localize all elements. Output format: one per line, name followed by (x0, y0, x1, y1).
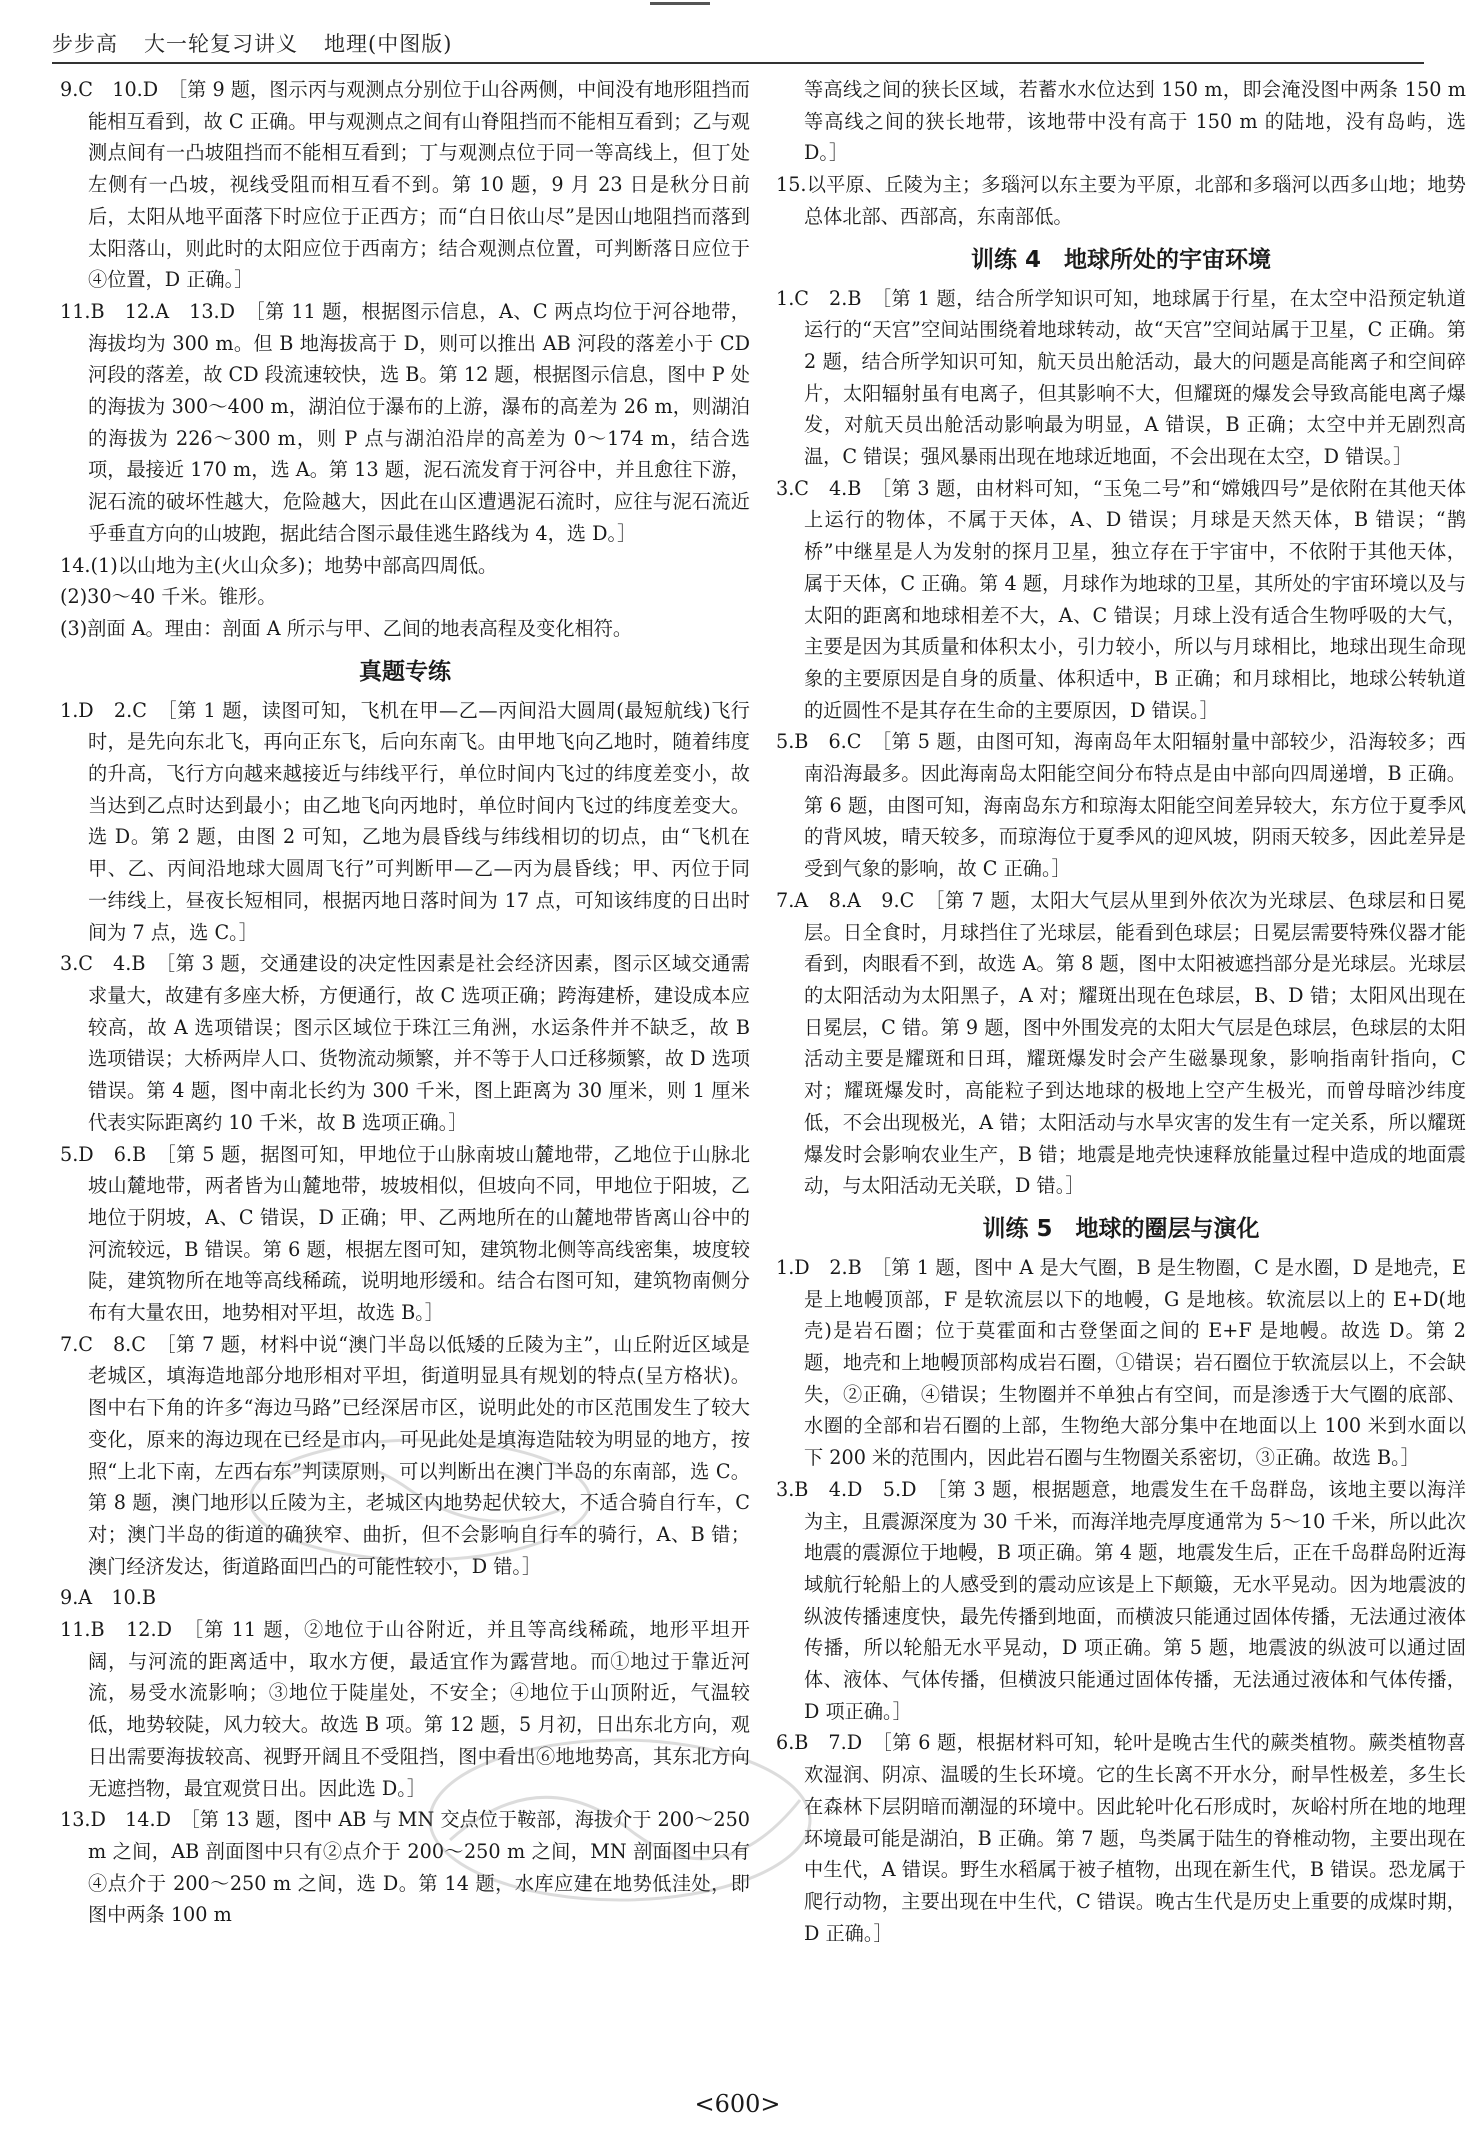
answer-paragraph: 5.B 6.C ［第 5 题，由图可知，海南岛年太阳辐射量中部较少，沿海较多；西南沿海最多。因此海南岛太阳能空间分布特点是由中部向四周递增，B 正确。第 6 题，由图可知，海南岛东方和琼海太阳能空间差异较大，东方位于夏季风的背风坡，晴天较多，而琼海位于夏季风的迎风坡，阴雨天较多，因此差异是受到气象的影响，故 C 正确。］ (776, 730, 1466, 881)
answer-paragraph: 7.A 8.A 9.C ［第 7 题，太阳大气层从里到外依次为光球层、色球层和日冕层。日全食时，月球挡住了光球层，能看到色球层；日冕层需要特殊仪器才能看到，肉眼看不到，故选 A。第 8 题，图中太阳被遮挡部分是光球层。光球层的太阳活动为太阳黑子，A 对；耀斑出现在色球层，B、D 错；太阳风出现在日冕层，C 错。第 9 题，图中外围发亮的太阳大气层是色球层，色球层的太阳活动主要是耀斑和日珥，耀斑爆发时会产生磁暴现象，影响指南针指向，C 对；耀斑爆发时，高能粒子到达地球的极地上空产生极光，而曾母暗沙纬度低，不会出现极光，A 错；太阳活动与水旱灾害的发生有一定关系，所以耀斑爆发时会影响农业生产，B 错；地震是地壳快速释放能量过程中造成的地面震动，与太阳活动无关联，D 错。］ (776, 888, 1466, 1198)
section-title: 真题专练 (359, 658, 451, 685)
answer-paragraph: 9.A 10.B (60, 1586, 156, 1610)
answer-paragraph: (2)30～40 千米。锥形。 (60, 585, 277, 609)
answer-paragraph: 15.以平原、丘陵为主；多瑙河以东主要为平原，北部和多瑙河以西多山地；地势总体北部、西部高，东南部低。 (776, 173, 1466, 228)
right-column (776, 74, 1466, 1949)
page-header (52, 28, 1422, 58)
answer-paragraph: 1.D 2.B ［第 1 题，图中 A 是大气圈，B 是生物圈，C 是水圈，D 是地壳，E 是上地幔顶部，F 是软流层以下的地幔，G 是地核。软流层以上的 E+D(地壳)是岩石圈；位于莫霍面和古登堡面之间的 E+F 是地幔。故选 D。第 2 题，地壳和上地幔顶部构成岩石圈，①错误；岩石圈位于软流层以上，不会缺失，②正确，④错误；生物圈并不单独占有空间，而是渗透于大气圈的底部、水圈的全部和岩石圈的上部，生物绝大部分集中在地面以上 100 米到水面以下 200 米的范围内，因此岩石圈与生物圈关系密切，③正确。故选 B。］ (776, 1255, 1466, 1470)
answer-paragraph: 5.D 6.B ［第 5 题，据图可知，甲地位于山脉南坡山麓地带，乙地位于山脉北坡山麓地带，两者皆为山麓地带，坡坡相似，但坡向不同，甲地位于阳坡，乙地位于阴坡，A、C 错误，D 正确；甲、乙两地所在的山麓地带皆离山谷中的河流较远，B 错误。第 6 题，根据左图可知，建筑物北侧等高线密集，坡度较陡，建筑物所在地等高线稀疏，说明地形缓和。结合右图可知，建筑物南侧分布有大量农田，地势相对平坦，故选 B。］ (60, 1142, 750, 1325)
answer-paragraph: 11.B 12.D ［第 11 题，②地位于山谷附近，并且等高线稀疏，地形平坦开阔，与河流的距离适中，取水方便，最适宜作为露营地。而①地过于靠近河流，易受水流影响；③地位于陡崖处，不安全；④地位于山顶附近，气温较低，地势较陡，风力较大。故选 B 项。第 12 题，5 月初，日出东北方向，观日出需要海拔较高、视野开阔且不受阻挡，图中看出⑥地地势高，其东北方向无遮挡物，最宜观赏日出。因此选 D。］ (60, 1618, 750, 1800)
answer-paragraph: 1.C 2.B ［第 1 题，结合所学知识可知，地球属于行星，在太空中沿预定轨道运行的“天宫”空间站围绕着地球转动，故“天宫”空间站属于卫星，C 正确。第 2 题，结合所学知识可知，航天员出舱活动，最大的问题是高能离子和空间碎片，太阳辐射虽有电离子，但其影响不大，但耀斑的爆发会导致高能电离子爆发，对航天员出舱活动影响最为明显，A 错误，B 正确；太空中并无剧烈高温，C 错误；强风暴雨出现在地球近地面，不会出现在太空，D 错误。］ (776, 286, 1466, 469)
header-series: 大一轮复习讲义 (144, 32, 298, 56)
answer-paragraph: 9.C 10.D ［第 9 题，图示丙与观测点分别位于山谷两侧，中间没有地形阻挡而能相互看到，故 C 正确。甲与观测点之间有山脊阻挡而不能相互看到；乙与观测点间有一凸坡阻挡而不能相互看到；丁与观测点位于同一等高线上，但丁处左侧有一凸坡，视线受阻而相互看不到。第 10 题，9 月 23 日是秋分日前后，太阳从地平面落下时应位于正西方；而“白日依山尽”是因山地阻挡而落到太阳落山，则此时的太阳应位于西南方；结合观测点位置，可判断落日应位于④位置，D 正确。］ (60, 78, 750, 292)
answer-paragraph: 6.B 7.D ［第 6 题，根据材料可知，轮叶是晚古生代的蕨类植物。蕨类植物喜欢湿润、阴凉、温暖的生长环境。它的生长离不开水分，耐旱性极差，多生长在森林下层阴暗而潮湿的环境中。因此轮叶化石形成时，灰峪村所在地的地理环境最可能是湖泊，B 正确。第 7 题，鸟类属于陆生的脊椎动物，主要出现在中生代，A 错误。野生水稻属于被子植物，出现在新生代，B 错误。恐龙属于爬行动物，主要出现在中生代，C 错误。晚古生代是历史上重要的成煤时期，D 正确。］ (776, 1731, 1466, 1945)
section-title: 训练 4 地球所处的宇宙环境 (970, 246, 1271, 273)
answer-paragraph: 14.(1)以山地为主(火山众多)；地势中部高四周低。 (60, 553, 498, 577)
answer-paragraph: 7.C 8.C ［第 7 题，材料中说“澳门半岛以低矮的丘陵为主”，山丘附近区域是老城区，填海造地部分地形相对平坦，街道明显具有规划的特点(呈方格状)。图中右下角的许多“海边马路”已经深居市区，说明此处的市区范围发生了较大变化，原来的海边现在已经是市内，可见此处是填海造陆较为明显的地方，按照“上北下南，左西右东”判读原则，可以判断出在澳门半岛的东南部，选 C。第 8 题，澳门地形以丘陵为主，老城区内地势起伏较大，不适合骑自行车，C 对；澳门半岛的街道的确狭窄、曲折，但不会影响自行车的骑行，A、B 错；澳门经济发达，街道路面凹凸的可能性较小，D 错。］ (60, 1332, 750, 1578)
answer-paragraph: 1.D 2.C ［第 1 题，读图可知，飞机在甲—乙—丙间沿大圆周(最短航线)飞行时，是先向东北飞，再向正东飞，后向东南飞。由甲地飞向乙地时，随着纬度的升高，飞行方向越来越接近与纬线平行，单位时间内飞过的纬度差变小，故当达到乙点时达到最小；由乙地飞向丙地时，单位时间内飞过的纬度差变大。选 D。第 2 题，由图 2 可知，乙地为晨昏线与纬线相切的切点，由“飞机在甲、乙、丙间沿地球大圆周飞行”可判断甲—乙—丙为晨昏线；甲、丙位于同一纬线上，昼夜长短相同，根据丙地日落时间为 17 点，可知该纬度的日出时间为 7 点，选 C。］ (60, 698, 750, 944)
answer-paragraph: 11.B 12.A 13.D ［第 11 题，根据图示信息，A、C 两点均位于河谷地带，海拔均为 300 m。但 B 地海拔高于 D，则可以推出 AB 河段的落差小于 CD 河段的落差，故 CD 段流速较快，选 B。第 12 题，根据图示信息，图中 P 处的海拔为 300～400 m，湖泊位于瀑布的上游，瀑布的高差为 26 m，则湖泊的海拔为 226～300 m，则 P 点与湖泊沿岸的高差为 0～174 m，结合选项，最接近 170 m，选 A。第 13 题，泥石流发育于河谷中，并且愈往下游，泥石流的破坏性越大，危险越大，因此在山区遭遇泥石流时，应往与泥石流近乎垂直方向的山坡跑，据此结合图示最佳逃生路线为 4，选 D。］ (60, 299, 750, 545)
header-divider (52, 62, 1424, 64)
header-subject: 地理(中图版) (324, 32, 453, 56)
page-number: <600> (694, 2090, 781, 2118)
answer-paragraph: 3.B 4.D 5.D ［第 3 题，根据题意，地震发生在千岛群岛，该地主要以海洋为主，且震源深度为 30 千米，而海洋地壳厚度通常为 5～10 千米，所以此次地震的震源位于地幔，B 项正确。第 4 题，地震发生后，正在千岛群岛附近海域航行轮船上的人感受到的震动应该是上下颠簸，无水平晃动。因为地震波的纵波传播速度快，最先传播到地面，而横波只能通过固体传播，无法通过液体传播，所以轮船无水平晃动，D 项正确。第 5 题，地震波的纵波可以通过固体、液体、气体传播，但横波只能通过固体传播，无法通过液体和气体传播，D 项正确。］ (776, 1477, 1466, 1723)
answer-paragraph: 3.C 4.B ［第 3 题，由材料可知，“玉兔二号”和“嫦娥四号”是依附在其他天体上运行的物体，不属于天体，A、D 错误；月球是天然天体，B 错误；“鹊桥”中继星是人为发射的探月卫星，独立存在于宇宙中，不依附于其他天体，属于天体，C 正确。第 4 题，月球作为地球的卫星，其所处的宇宙环境以及与太阳的距离和地球相差不大，A、C 错误；月球上没有适合生物呼吸的大气，主要是因为其质量和体积太小，引力较小，所以与月球相比，地球出现生命现象的主要原因是自身的质量、体积适中，B 正确；和月球相比，地球公转轨道的近圆性不是其存在生命的主要原因，D 错误。］ (776, 476, 1466, 722)
answer-paragraph: 13.D 14.D ［第 13 题，图中 AB 与 MN 交点位于鞍部，海拔介于 200～250 m 之间，AB 剖面图中只有②点介于 200～250 m 之间，MN 剖面图中只有④点介于 200～250 m 之间，选 D。第 14 题，水库应建在地势低洼处，即图中两条 100 m (60, 1808, 750, 1927)
answer-paragraph: (3)剖面 A。理由：剖面 A 所示与甲、乙间的地表高程及变化相符。 (60, 616, 633, 640)
answer-paragraph-continued: 等高线之间的狭长区域，若蓄水水位达到 150 m，即会淹没图中两条 150 m 等高线之间的狭长地带，该地带中没有高于 150 m 的陆地，没有岛屿，选 D。］ (804, 78, 1466, 165)
section-title: 训练 5 地球的圈层与演化 (982, 1215, 1260, 1242)
header-brand: 步步高 (52, 32, 118, 56)
left-column (60, 74, 750, 1931)
top-edge-mark (650, 2, 710, 5)
answer-paragraph: 3.C 4.B ［第 3 题，交通建设的决定性因素是社会经济因素，图示区域交通需求量大，故建有多座大桥，方便通行，故 C 选项正确；跨海建桥，建设成本应较高，故 A 选项错误；图示区域位于珠江三角洲，水运条件并不缺乏，故 B 选项错误；大桥两岸人口、货物流动频繁，并不等于人口迁移频繁，故 D 选项错误。第 4 题，图中南北长约为 300 千米，图上距离为 30 厘米，则 1 厘米代表实际距离约 10 千米，故 B 选项正确。］ (60, 952, 750, 1134)
